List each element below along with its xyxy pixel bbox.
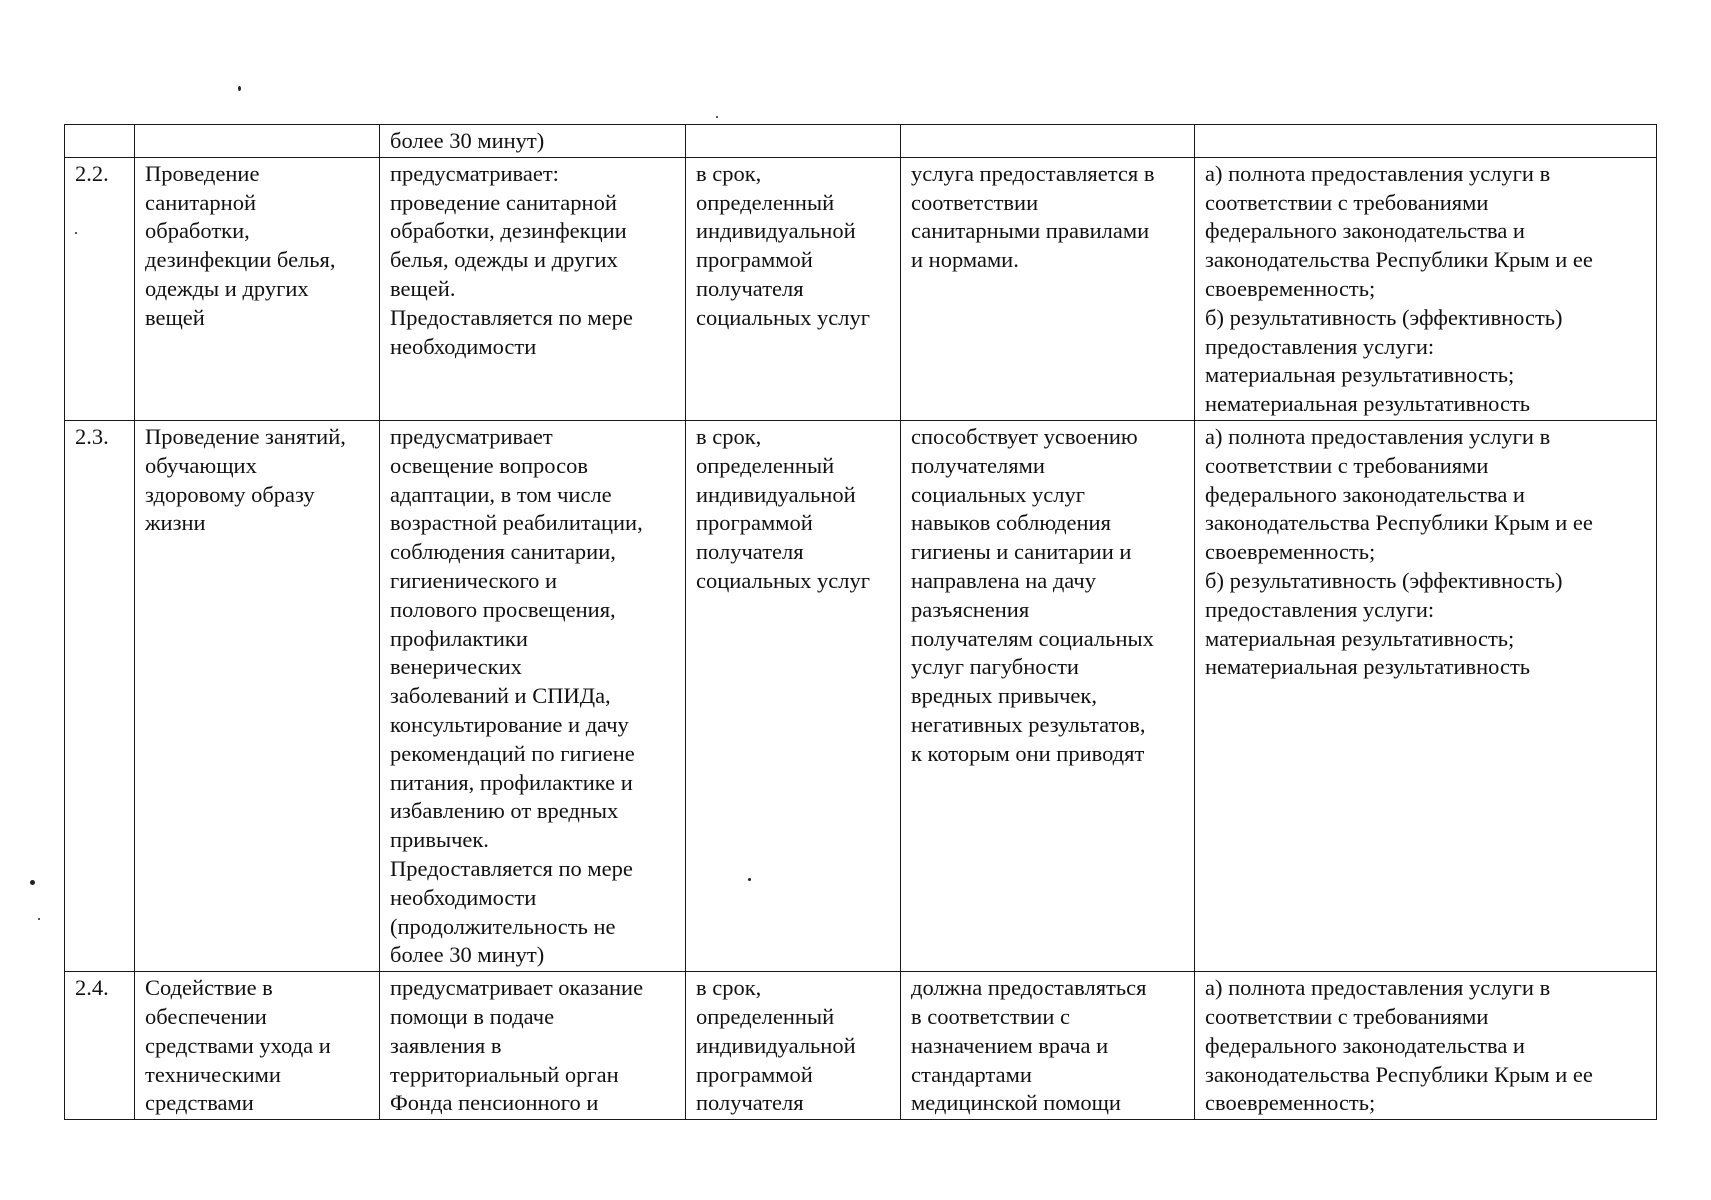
cell-criteria [1195,125,1657,158]
cell-number: 2.2. [65,157,135,420]
scan-speck [30,880,35,885]
cell-term: в срок, определенный индивидуальной программой получателя социальных услуг [686,420,901,971]
scan-speck [238,86,241,91]
cell-description: предусматривает оказание помощи в подаче заявления в территориальный орган Фонда пенсионного и [380,972,686,1120]
cell-number [65,125,135,158]
cell-conditions: способствует усвоению получателями социальных услуг навыков соблюдения гигиены и санитарии и направлена на дачу разъяснения получателям социальных услуг пагубности вредных привычек, негативных результатов, к которым они приводят [901,420,1195,971]
cell-term [686,125,901,158]
cell-service-name: Содействие в обеспечении средствами ухода и техническими средствами [135,972,380,1120]
cell-service-name [135,125,380,158]
cell-number: 2.4. [65,972,135,1120]
cell-description: более 30 минут) [380,125,686,158]
scan-speck [38,918,40,920]
cell-number: 2.3. [65,420,135,971]
cell-conditions [901,125,1195,158]
scan-speck [716,116,718,118]
cell-service-name: Проведение санитарной обработки, дезинфекции белья, одежды и других вещей [135,157,380,420]
cell-service-name: Проведение занятий, обучающих здоровому образу жизни [135,420,380,971]
cell-description: предусматривает освещение вопросов адаптации, в том числе возрастной реабилитации, соблюдения санитарии, гигиенического и полового просвещения, профилактики венерических заболеваний и СПИДа, консультирование и дачу рекомендаций по гигиене питания, профилактике и избавлению от вредных привычек. Предоставляется по мере необходимости (продолжительность не более 30 минут) [380,420,686,971]
cell-description: предусматривает: проведение санитарной обработки, дезинфекции белья, одежды и других вещей. Предоставляется по мере необходимости [380,157,686,420]
cell-criteria: а) полнота предоставления услуги в соответствии с требованиями федерального законодательства и законодательства Республики Крым и ее своевременность; б) результативность (эффективность) предоставления услуги: материальная результативность; нематериальная результативность [1195,157,1657,420]
table-row [65,157,1657,420]
services-table [64,124,1657,1120]
cell-conditions: должна предоставляться в соответствии с назначением врача и стандартами медицинской помощи [901,972,1195,1120]
cell-term: в срок, определенный индивидуальной программой получателя социальных услуг [686,157,901,420]
cell-criteria: а) полнота предоставления услуги в соответствии с требованиями федерального законодательства и законодательства Республики Крым и ее своевременность; б) результативность (эффективность) предоставления услуги: материальная результативность; нематериальная результативность [1195,420,1657,971]
cell-term: в срок, определенный индивидуальной программой получателя [686,972,901,1120]
cell-criteria: а) полнота предоставления услуги в соответствии с требованиями федерального законодательства и законодательства Республики Крым и ее своевременность; [1195,972,1657,1120]
table-row [65,125,1657,158]
table-row [65,972,1657,1120]
cell-conditions: услуга предоставляется в соответствии санитарными правилами и нормами. [901,157,1195,420]
table-row [65,420,1657,971]
